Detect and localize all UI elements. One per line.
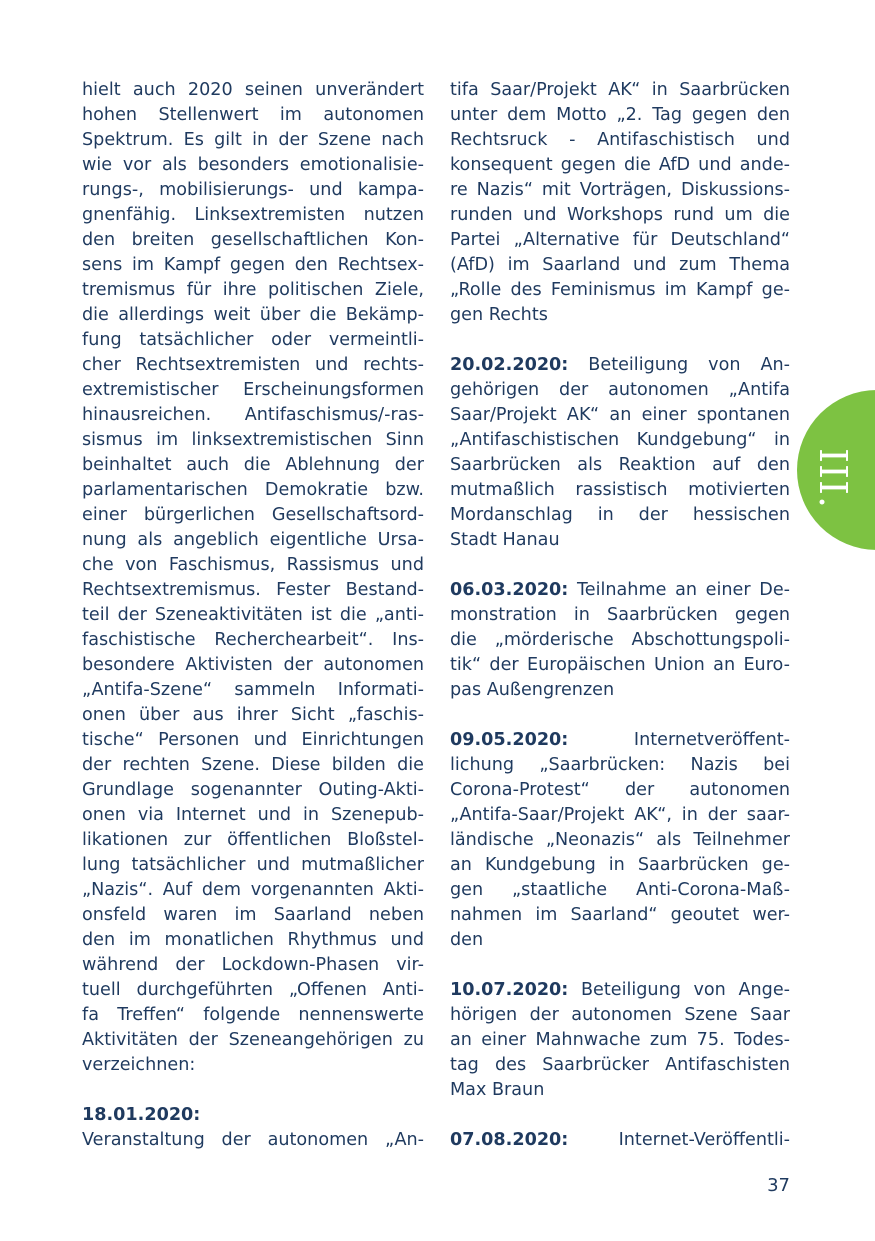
text-line: hörigen der autonomen Szene Saar (450, 1005, 790, 1025)
chapter-tab (797, 390, 875, 550)
text-line: onen über aus ihrer Sicht „faschis- (82, 705, 424, 725)
text-line: die „mörderische Abschottungspoli- (450, 630, 790, 650)
page-number: 37 (767, 1175, 790, 1196)
text-line: Saarbrücken als Reaktion auf den (450, 455, 790, 475)
text-line: unter dem Motto „2. Tag gegen den (450, 105, 790, 125)
entry-text: Internetveröffent- (568, 730, 790, 750)
text-line: die allerdings weit über die Bekämp- (82, 305, 424, 325)
entry-date: 20.02.2020: (450, 355, 569, 375)
text-line: hielt auch 2020 seinen unverändert (82, 80, 424, 100)
text-line: Grundlage sogenannter Outing-Akti- (82, 780, 424, 800)
text-line: hinausreichen. Antifaschismus/-ras- (82, 405, 424, 425)
text-line: tuell durchgeführten „Offenen Anti- (82, 980, 424, 1000)
right-column (450, 78, 790, 1153)
entry-first-line (450, 578, 790, 603)
paragraph-gap (450, 553, 790, 578)
text-line: den breiten gesellschaftlichen Kon- (82, 230, 424, 250)
entry-text: Beteiligung von Ange- (568, 980, 790, 1000)
entry-first-line (450, 353, 790, 378)
text-line: sens im Kampf gegen den Rechtsex- (82, 255, 424, 275)
text-line: tische“ Personen und Einrichtungen (82, 730, 424, 750)
chapter-label: III. (811, 448, 855, 510)
text-line: wie vor als besonders emotionalisie- (82, 155, 424, 175)
entry-date: 18.01.2020: (82, 1105, 201, 1125)
text-line: gen Rechts (450, 305, 548, 325)
text-line: „Antifa-Saar/Projekt AK“, in der saar- (450, 805, 790, 825)
text-line: den (450, 930, 484, 950)
text-line: Aktivitäten der Szeneangehörigen zu (82, 1030, 424, 1050)
text-line: pas Außengrenzen (450, 680, 615, 700)
text-line: faschistische Recherchearbeit“. Ins- (82, 630, 424, 650)
text-line: (AfD) im Saarland und zum Thema (450, 255, 790, 275)
paragraph-gap (450, 703, 790, 728)
entry-first-line (450, 728, 790, 753)
text-line: likationen zur öffentlichen Bloßstel- (82, 830, 424, 850)
text-line: Saar/Projekt AK“ an einer spontanen (450, 405, 790, 425)
text-line: tik“ der Europäischen Union an Euro- (450, 655, 790, 675)
text-line: der rechten Szene. Diese bilden die (82, 755, 424, 775)
paragraph-gap (450, 1103, 790, 1128)
text-line: onen via Internet und in Szenepub- (82, 805, 424, 825)
entry-text: Internet-Veröffentli- (568, 1130, 790, 1150)
chronology-entry (450, 578, 790, 703)
text-line: verzeichnen: (82, 1055, 196, 1075)
text-line: fa Treffen“ folgende nennenswerte (82, 1005, 424, 1025)
entry-date: 06.03.2020: (450, 580, 569, 600)
text-line: extremistischer Erscheinungsformen (82, 380, 424, 400)
text-line: tremismus für ihre politischen Ziele, (82, 280, 424, 300)
text-line: gnenfähig. Linksextremisten nutzen (82, 205, 424, 225)
text-line: nahmen im Saarland“ geoutet wer- (450, 905, 790, 925)
left-column (82, 78, 424, 1153)
text-line: Stadt Hanau (450, 530, 560, 550)
entry-date: 07.08.2020: (450, 1130, 569, 1150)
text-line: Corona-Protest“ der autonomen (450, 780, 790, 800)
chronology-entry (450, 728, 790, 953)
text-line: besondere Aktivisten der autonomen (82, 655, 424, 675)
chronology-entry (450, 353, 790, 553)
text-line: „Antifaschistischen Kundgebung“ in (450, 430, 790, 450)
text-line: an Kundgebung in Saarbrücken ge- (450, 855, 790, 875)
entry-text: Teilnahme an einer De- (568, 580, 790, 600)
continuation-paragraph (450, 78, 790, 328)
text-line: tag des Saarbrücker Antifaschisten (450, 1055, 790, 1075)
text-line: cher Rechtsextremisten und rechts- (82, 355, 424, 375)
text-line: sismus im linksextremistischen Sinn (82, 430, 424, 450)
text-line: ländische „Neonazis“ als Teilnehmer (450, 830, 790, 850)
text-line: Spektrum. Es gilt in der Szene nach (82, 130, 424, 150)
text-line: parlamentarischen Demokratie bzw. (82, 480, 424, 500)
entry-date: 09.05.2020: (450, 730, 569, 750)
chronology-entry (450, 1128, 790, 1153)
text-line: Rechtsruck - Antifaschistisch und (450, 130, 790, 150)
entry-text: Beteiligung von An- (568, 355, 790, 375)
paragraph-gap (82, 1078, 424, 1103)
text-line: che von Faschismus, Rassismus und (82, 555, 424, 575)
text-line: Partei „Alternative für Deutschland“ (450, 230, 790, 250)
text-line: „Rolle des Feminismus im Kampf ge- (450, 280, 790, 300)
text-line: „Antifa-Szene“ sammeln Informati- (82, 680, 424, 700)
text-line: tifa Saar/Projekt AK“ in Saarbrücken (450, 80, 790, 100)
text-line: Rechtsextremismus. Fester Bestand- (82, 580, 424, 600)
entry-first-line (450, 978, 790, 1003)
paragraph-gap (450, 328, 790, 353)
text-line: runden und Workshops rund um die (450, 205, 790, 225)
paragraph-gap (450, 953, 790, 978)
text-line: an einer Mahnwache zum 75. Todes- (450, 1030, 790, 1050)
text-line: rungs-, mobilisierungs- und kampa- (82, 180, 424, 200)
text-line: gen „staatliche Anti-Corona-Maß- (450, 880, 790, 900)
text-line: fung tatsächlicher oder vermeintli- (82, 330, 424, 350)
entry-first-line (450, 1128, 790, 1153)
text-line: „Nazis“. Auf dem vorgenannten Akti- (82, 880, 424, 900)
text-line: monstration in Saarbrücken gegen (450, 605, 790, 625)
text-line: gehörigen der autonomen „Antifa (450, 380, 790, 400)
text-line: einer bürgerlichen Gesellschaftsord- (82, 505, 424, 525)
text-line: onsfeld waren im Saarland neben (82, 905, 424, 925)
text-line: lichung „Saarbrücken: Nazis bei (450, 755, 790, 775)
text-line: re Nazis“ mit Vorträgen, Diskussions- (450, 180, 790, 200)
intro-paragraph (82, 78, 424, 1078)
text-line: mutmaßlich rassistisch motivierten (450, 480, 790, 500)
text-line: nung als angeblich eigentliche Ursa- (82, 530, 424, 550)
text-line: konsequent gegen die AfD und ande- (450, 155, 790, 175)
entry-line: Veranstaltung der autonomen „An- (82, 1130, 424, 1150)
text-line: Max Braun (450, 1080, 545, 1100)
text-line: teil der Szeneaktivitäten ist die „anti- (82, 605, 424, 625)
text-line: hohen Stellenwert im autonomen (82, 105, 424, 125)
entries-list (450, 328, 790, 1153)
text-line: Mordanschlag in der hessischen (450, 505, 790, 525)
text-line: den im monatlichen Rhythmus und (82, 930, 424, 950)
text-line: beinhaltet auch die Ablehnung der (82, 455, 424, 475)
chronology-entry (450, 978, 790, 1103)
text-line: lung tatsächlicher und mutmaßlicher (82, 855, 424, 875)
text-line: während der Lockdown-Phasen vir- (82, 955, 424, 975)
entry-date: 10.07.2020: (450, 980, 569, 1000)
